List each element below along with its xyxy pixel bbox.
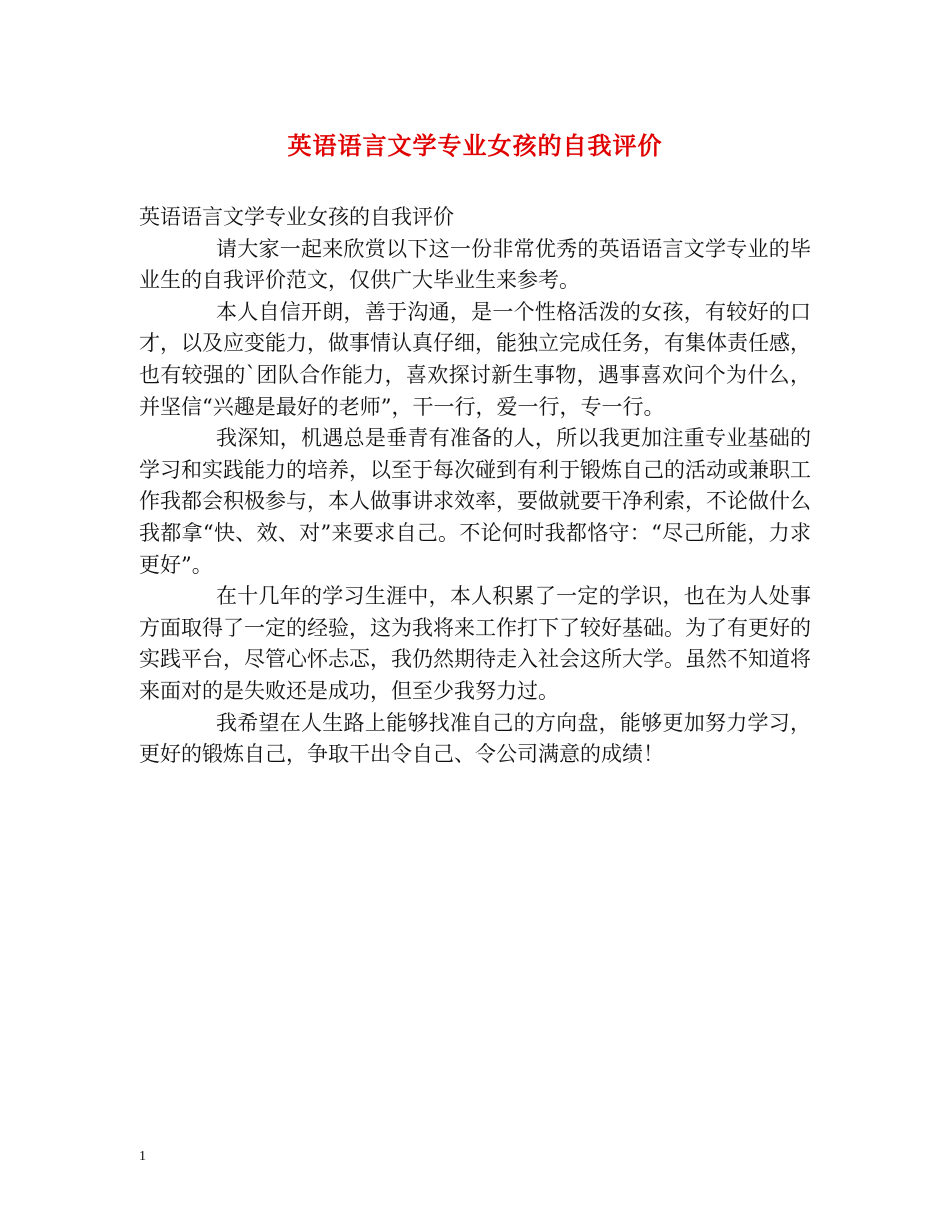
paragraph-experience: 在十几年的学习生涯中，本人积累了一定的学识，也在为人处事方面取得了一定的经验，这为我将来工作打下了较好基础。为了有更好的实践平台，尽管心怀忐忑，我仍然期待走入社会这所大学。虽然不知道将来面对的是失败还是成功，但至少我努力过。 (139, 584, 811, 703)
page-number: 1 (139, 1149, 146, 1164)
document-subtitle: 英语语言文学专业女孩的自我评价 (139, 205, 454, 229)
document-title: 英语语言文学专业女孩的自我评价 (287, 131, 663, 160)
paragraph-study-practice: 我深知，机遇总是垂青有准备的人，所以我更加注重专业基础的学习和实践能力的培养，以至于每次碰到有利于锻炼自己的活动或兼职工作我都会积极参与，本人做事讲求效率，要做就要干净利索，不论做什么我都拿“快、效、对”来要求自己。不论何时我都恪守：“尽己所能，力求更好”。 (139, 426, 811, 577)
paragraph-hope: 我希望在人生路上能够找准自己的方向盘，能够更加努力学习，更好的锻炼自己，争取干出令自己、令公司满意的成绩！ (139, 710, 811, 767)
document-body (139, 202, 811, 771)
paragraph-personality: 本人自信开朗，善于沟通，是一个性格活泼的女孩，有较好的口才，以及应变能力，做事情认真仔细，能独立完成任务，有集体责任感，也有较强的`团队合作能力，喜欢探讨新生事物，遇事喜欢问个为什么，并坚信“兴趣是最好的老师”，干一行，爱一行，专一行。 (139, 299, 811, 419)
paragraph-intro: 请大家一起来欣赏以下这一份非常优秀的英语语言文学专业的毕业生的自我评价范文，仅供广大毕业生来参考。 (139, 236, 811, 293)
